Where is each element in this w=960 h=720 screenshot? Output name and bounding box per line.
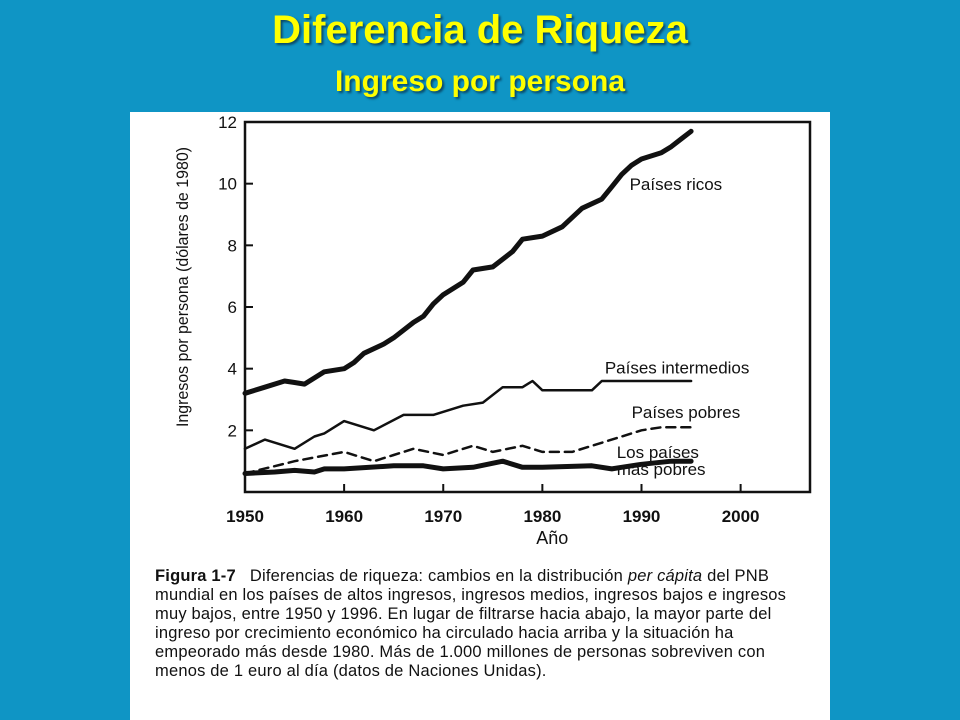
x-tick-label: 2000: [721, 507, 760, 526]
x-tick-label: 1950: [226, 507, 264, 526]
series-label: Países pobres: [631, 403, 741, 422]
y-tick-label: 8: [227, 236, 237, 256]
x-tick-label: 1980: [523, 507, 562, 526]
y-tick-label: 10: [218, 174, 237, 194]
figure-panel: [130, 112, 830, 720]
figure-caption: [155, 567, 805, 681]
y-tick-label: 2: [227, 421, 237, 441]
y-tick-label: 6: [227, 298, 237, 317]
y-tick-label: 4: [227, 359, 237, 379]
slide-title: Diferencia de Riqueza: [272, 8, 688, 52]
y-tick-label: 12: [218, 113, 237, 132]
line-paises-intermedios: [245, 381, 691, 449]
series-label: Países intermedios: [604, 358, 750, 378]
caption-text-italic: per cápita: [627, 567, 703, 585]
series-label: más pobres: [616, 460, 706, 480]
y-axis-title: Ingresos por persona (dólares de 1980): [173, 128, 192, 427]
line-paises-ricos: [245, 131, 691, 393]
series-label: Los países: [616, 443, 699, 463]
income-chart: [130, 112, 830, 562]
plot-frame: [245, 122, 810, 492]
x-tick-label: 1970: [424, 507, 463, 526]
figure-label: Figura 1-7: [155, 567, 236, 585]
caption-text-1: Diferencias de riqueza: cambios en la distribución: [249, 567, 628, 585]
x-tick-label: 1960: [325, 507, 364, 526]
series-label: Países ricos: [629, 174, 723, 194]
x-tick-label: 1990: [622, 507, 661, 526]
x-axis-title: Año: [536, 528, 569, 548]
slide-subtitle: Ingreso por persona: [334, 65, 626, 98]
caption-text-2: del PNB mundial en los países de altos ingresos, ingresos medios, ingresos bajos e ingresos muy bajos, entre 1950 y 1996. En lugar de filtrarse hacia abajo, la mayor parte del ingreso por crecimiento económico ha circulado hacia arriba y la situación ha empeorado más desde 1980. Más de 1.000 millones de personas sobreviven con menos de 1 euro al día (datos de Naciones Unidas).: [155, 567, 787, 680]
